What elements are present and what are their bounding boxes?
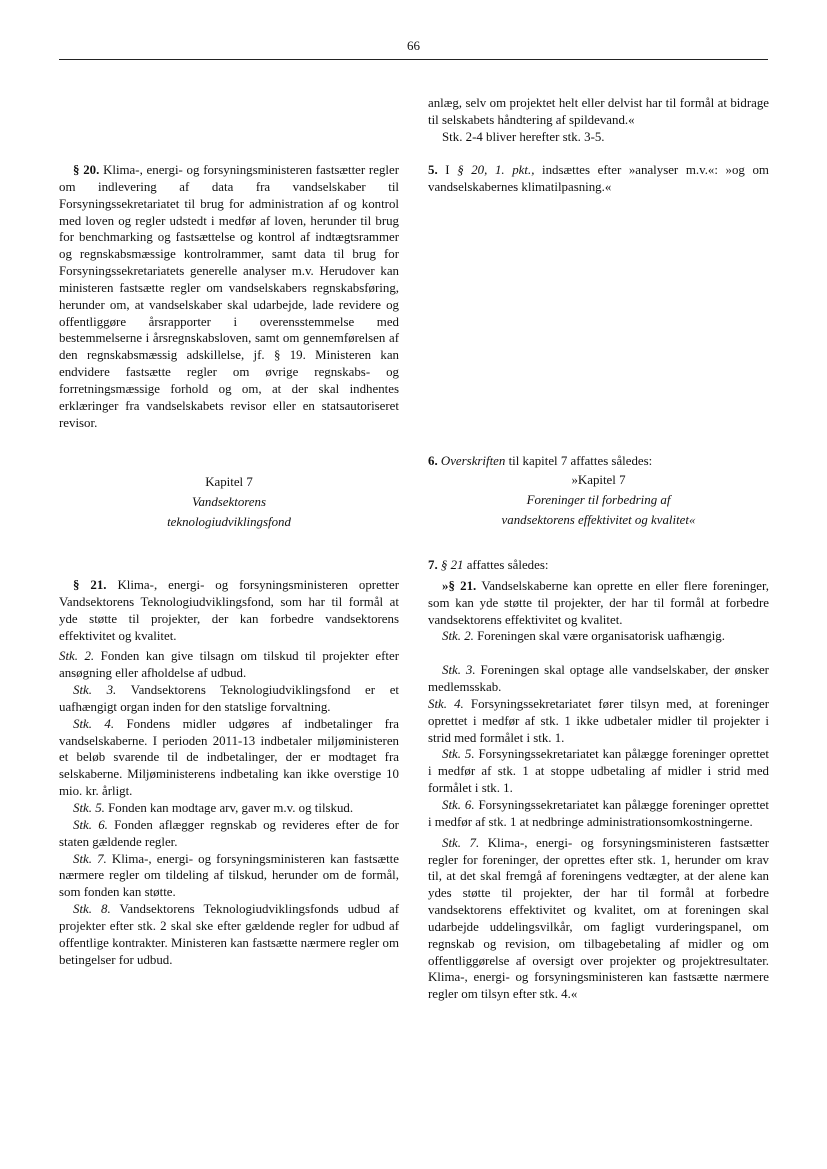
left-section-20: [59, 162, 399, 432]
stk-text: Foreningen skal være organisatorisk uafhængig.: [477, 629, 725, 644]
stk-label: Stk. 3.: [442, 663, 476, 678]
left-chapter-heading: [59, 474, 399, 531]
new-s21-stk4: [428, 696, 769, 747]
stk-label: Stk. 2.: [442, 629, 474, 644]
stk-text: Forsyningssekretariatet kan pålægge foreninger oprettet i medfør af stk. 1 at stoppe udbetaling af midler i strid med formålet i stk. 1.: [428, 747, 769, 796]
amendment-5: [428, 162, 769, 196]
chapter-title-line2: teknologiudviklingsfond: [167, 514, 291, 529]
new-s21-stk6: [428, 797, 769, 831]
stk-label: Stk. 7.: [73, 851, 107, 866]
paragraph-s21-stk2: [59, 648, 399, 682]
continued-text-2: Stk. 2-4 bliver herefter stk. 3-5.: [442, 129, 605, 144]
stk-text: Foreningen skal optage alle vandselskaber, der ønsker medlemsskab.: [428, 663, 769, 695]
right-item-6: [428, 453, 769, 528]
stk-label: Stk. 5.: [442, 747, 475, 762]
amendment-reference: § 21: [440, 558, 464, 572]
amendment-prefix: I: [445, 163, 450, 177]
amendment-reference: § 20, 1. pkt.,: [457, 163, 535, 177]
header-rule: [59, 59, 768, 60]
stk-label: Stk. 6.: [73, 817, 108, 832]
paragraph-s21-stk1: [59, 577, 399, 644]
stk-text: Vandsektorens Teknologiudviklingsfonds udbud af projekter efter stk. 2 skal ske efter gældende regler for udbud af offentlige kontrakter. Ministeren kan fastsætte nærmere regler om betingelser for udbud.: [59, 902, 399, 967]
stk-text: Fondens midler udgøres af indbetalinger fra vandselskaberne. I perioden 2011-13 indbetaler miljøministeren et beløb svarende til de indbetalinger, der er modtaget fra selskaberne. Miljøministerens indbetaling kan ikke overstige 10 mio. kr. årligt.: [59, 716, 399, 799]
left-section-21: [59, 577, 399, 968]
stk-text: Forsyningssekretariatet fører tilsyn med, at foreninger oprettet i medfør af stk. 1 ikke udbetaler midler til projekter i strid med formålet i stk. 1.: [428, 696, 769, 745]
stk-label: Stk. 2.: [59, 649, 95, 664]
paragraph-s21-stk4: [59, 716, 399, 800]
section-number: »§ 21.: [442, 578, 477, 593]
section-text: Klima-, energi- og forsyningsministeren fastsætter regler om indlevering af data fra vandselskaber til Forsyningssekretariatet til brug for administration af og kontrol med loven og regler udstedt i medfør af loven, herunder til brug for benchmarking og fastsættelse og kontrol af indtægtsrammer og regnskabsmæssige kontrolrammer, samt data til brug for Forsyningssekretariatets generelle analyser m.v. Herudover kan ministeren fastsætte regler om vandselskabers regnskabsføring, herunder om, at vandselskaber skal udarbejde, lade revidere og offentliggøre årsrapporter i overensstemmelse med bestemmelserne i årsregnskabsloven, samt om gennemførelsen af den regnskabsmæssig adskillelse, jf. § 19. Ministeren kan endvidere fastsætte regler om øvrige regnskabs- og forretningsmæssige forhold og om, at der skal indhentes erklæringer fra vandselskabets revisor eller en statsautoriseret revisor.: [59, 163, 399, 430]
amendment-text: til kapitel 7 affattes således:: [508, 454, 653, 468]
new-s21-stk3: [428, 662, 769, 696]
stk-text: Vandsektorens Teknologiudviklingsfond er et uafhængigt organ inden for den statslige forvaltning.: [59, 683, 399, 714]
new-chapter-label: »Kapitel 7: [571, 472, 626, 487]
paragraph-s21-stk8: [59, 901, 399, 968]
stk-label: Stk. 5.: [73, 800, 105, 815]
paragraph-s21-stk5: [59, 800, 399, 817]
amendment-reference: Overskriften: [440, 454, 506, 468]
amendment-7: [428, 557, 769, 574]
chapter-title-line1: Vandsektorens: [192, 494, 266, 509]
stk-text: Klima-, energi- og forsyningsministeren fastsætter regler for foreninger, der oprettes efter stk. 1, herunder om krav til, at det skal fremgå af foreningens vedtægter, at der alene kan ydes støtte til projekter, der har til formål at forbedre vandsektorens effektivitet og kvalitet, om at foreningen skal udarbejde uddelingsvilkår, om fagligt vurderingspanel, om regnskab og revision, om tilbagebetaling af midler og om offentliggørelse af oversigt over projekter og projektresultater. Klima-, energi- og forsyningsministeren kan fastsætte nærmere regler om tilsyn efter stk. 4.«: [428, 835, 769, 1002]
amendment-number: 7.: [428, 558, 438, 572]
section-number: § 20.: [73, 163, 100, 177]
stk-text: Forsyningssekretariatet kan pålægge foreninger oprettet i medfør af stk. 1 at nedbringe administrationsomkostningerne.: [428, 797, 769, 829]
paragraph-s21-stk3: [59, 682, 399, 716]
stk-label: Stk. 8.: [73, 902, 111, 917]
new-s21-stk7: [428, 835, 769, 1003]
stk-text: Fonden kan modtage arv, gaver m.v. og tilskud.: [108, 800, 354, 815]
right-continuation: [428, 95, 769, 146]
section-number: § 21.: [73, 578, 107, 592]
right-item-5: [428, 162, 769, 196]
amendment-number: 5.: [428, 163, 438, 177]
continued-text: anlæg, selv om projektet helt eller delvist har til formål at bidrage til selskabets håndtering af spildevand.«: [428, 96, 769, 127]
amendment-number: 6.: [428, 454, 438, 468]
amendment-6: [428, 453, 769, 470]
stk-text: Klima-, energi- og forsyningsministeren kan fastsætte nærmere regler om tildeling af tilskud, herunder om de formål, som fonden kan støtte.: [59, 851, 399, 900]
paragraph-s20: [59, 162, 399, 432]
new-chapter-title-line2: vandsektorens effektivitet og kvalitet«: [501, 512, 696, 527]
stk-label: Stk. 3.: [73, 683, 117, 698]
stk-text: Fonden kan give tilsagn om tilskud til projekter efter ansøgning eller afholdelse af udbud.: [59, 649, 399, 681]
stk-text: Klima-, energi- og forsyningsministeren opretter Vandsektorens Teknologiudviklingsfond, som har til formål at yde støtte til projekter, der kan forbedre vandsektorens effektivitet og kvalitet.: [59, 578, 399, 643]
stk-label: Stk. 7.: [442, 835, 480, 850]
page-number: 66: [407, 38, 420, 53]
paragraph-s21-stk6: [59, 817, 399, 851]
stk-label: Stk. 6.: [442, 797, 475, 812]
chapter-label: Kapitel 7: [205, 475, 253, 489]
amendment-text: indsættes efter »analyser m.v.«: »og om vandselskabernes klimatilpasning.«: [428, 163, 769, 194]
stk-text: Fonden aflægger regnskab og revideres efter de for staten gældende regler.: [59, 817, 399, 849]
right-item-7: [428, 557, 769, 1003]
new-s21-stk2: [428, 628, 769, 645]
stk-label: Stk. 4.: [428, 696, 464, 711]
new-s21-stk1: [428, 578, 769, 629]
new-chapter-title-line1: Foreninger til forbedring af: [526, 492, 671, 507]
new-s21-stk5: [428, 746, 769, 797]
amendment-text: affattes således:: [466, 558, 549, 572]
paragraph-s21-stk7: [59, 851, 399, 902]
stk-label: Stk. 4.: [73, 716, 115, 731]
stk-text: Vandselskaberne kan oprette en eller flere foreninger, som kan yde støtte til projekter, der har til formål at forbedre vandsektorens effektivitet og kvalitet.: [428, 578, 769, 627]
